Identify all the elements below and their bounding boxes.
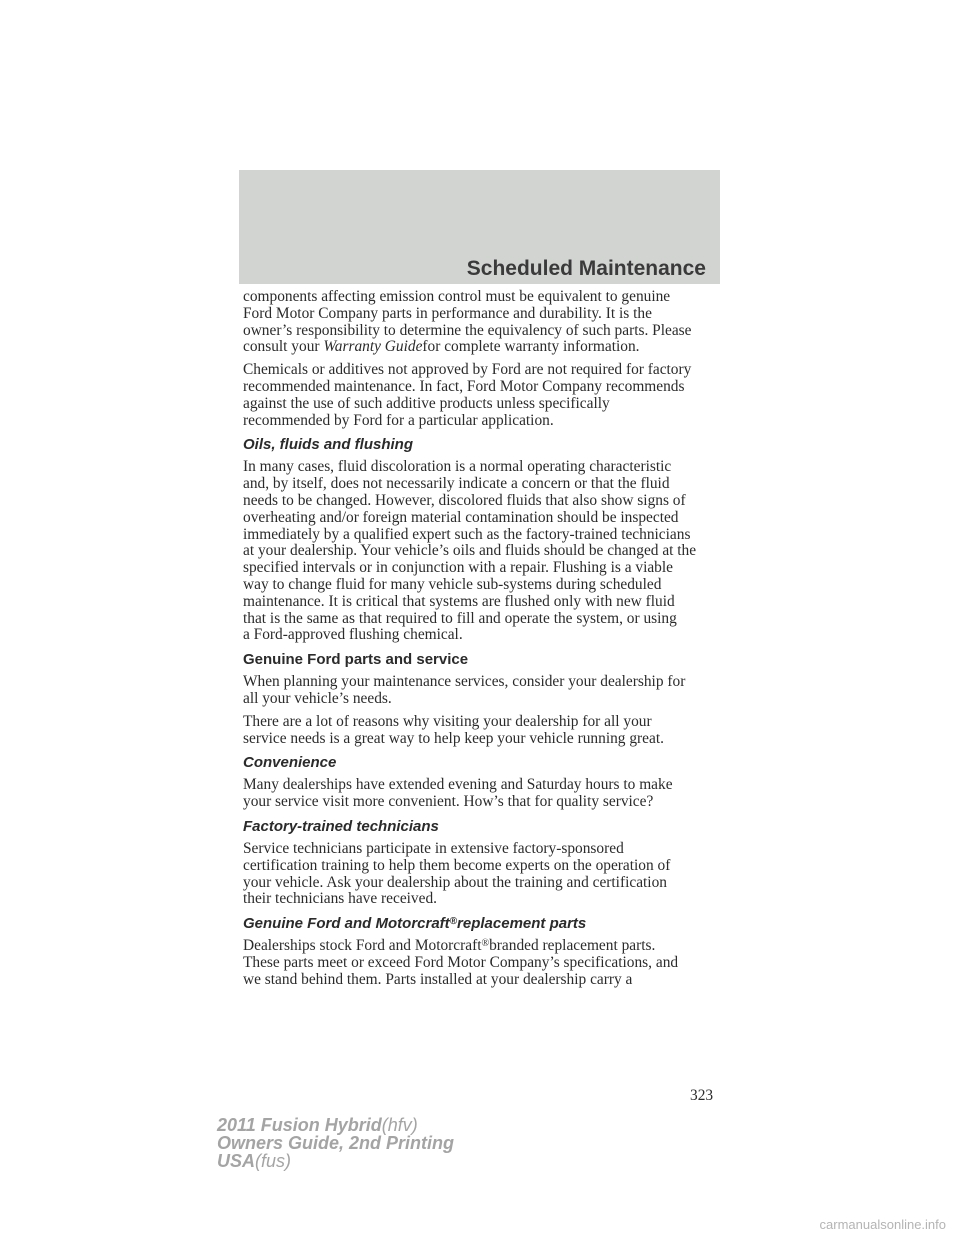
heading-genuine-ford-parts-service: Genuine Ford parts and service [243,651,469,669]
registered-mark: ® [481,938,490,950]
paragraph-reasons-dealership: There are a lot of reasons why visiting your dealership for all your service needs is a great way to help keep your vehicle running great. [243,712,664,747]
paragraph-planning-maintenance: When planning your maintenance services, consider your dealership for all your vehicle’s needs. [243,673,686,707]
document-footer [217,1116,454,1170]
paragraph-technicians: Service technicians participate in extensive factory-sponsored certification training to help them become experts on the operation of your vehicle. Ask your dealership about the training and certification their technicians have received. [243,839,671,908]
footer-guide-line: Owners Guide, 2nd Printing [217,1133,455,1153]
heading-convenience: Convenience [243,754,337,772]
heading-motorcraft-replacement-parts: Genuine Ford and Motorcraft®replacement parts [243,915,587,933]
heading-factory-trained-technicians: Factory-trained technicians [243,817,439,835]
registered-mark: ® [449,916,458,928]
footer-model-line: 2011 Fusion Hybrid(hfv) [217,1115,418,1135]
paragraph-fluid-discoloration: In many cases, fluid discoloration is a normal operating characteristic and, by itself, does not necessarily indicate a concern or that the fluid needs to be changed. However, discolored fluids that also show signs of overheating and/or foreign material contamination should be inspected immediately by a qualified expert such as the factory-trained technicians at your dealership. Your vehicle’s oils and fluids should be changed at the specified intervals or in conjunction with a repair. Flushing is a viable way to change fluid for many vehicle sub-systems during scheduled maintenance. It is critical that systems are flushed only with new fluid that is the same as that required to fill and operate the system, or using a Ford-approved flushing chemical. [243,458,697,644]
paragraph-emission-parts: components affecting emission control must be equivalent to genuine Ford Motor Company parts in performance and durability. It is the owner’s responsibility to determine the equivalency of such parts. Please consult your Warranty Guidefor complete warranty information. [243,288,692,356]
warranty-guide-reference: Warranty Guide [323,338,423,356]
footer-market-line: USA(fus) [217,1151,292,1171]
paragraph-convenience: Many dealerships have extended evening and Saturday hours to make your service visit more convenient. How’s that for quality service? [243,776,673,811]
page-content [243,289,723,995]
page-number: 323 [690,1087,714,1104]
watermark: carmanualsonline.info [819,1217,946,1232]
paragraph-chemicals-additives: Chemicals or additives not approved by Ford are not required for factory recommended maintenance. In fact, Ford Motor Company recommends against the use of such additive products unless specifically recommended by Ford for a particular application. [243,361,692,429]
section-header-band [239,170,720,284]
section-title: Scheduled Maintenance [466,257,706,280]
paragraph-motorcraft-parts: Dealerships stock Ford and Motorcraft®branded replacement parts. These parts meet or exceed Ford Motor Company’s specifications, and we stand behind them. Parts installed at your dealership carry a [243,937,679,988]
heading-oils-fluids-flushing: Oils, fluids and flushing [243,436,414,454]
